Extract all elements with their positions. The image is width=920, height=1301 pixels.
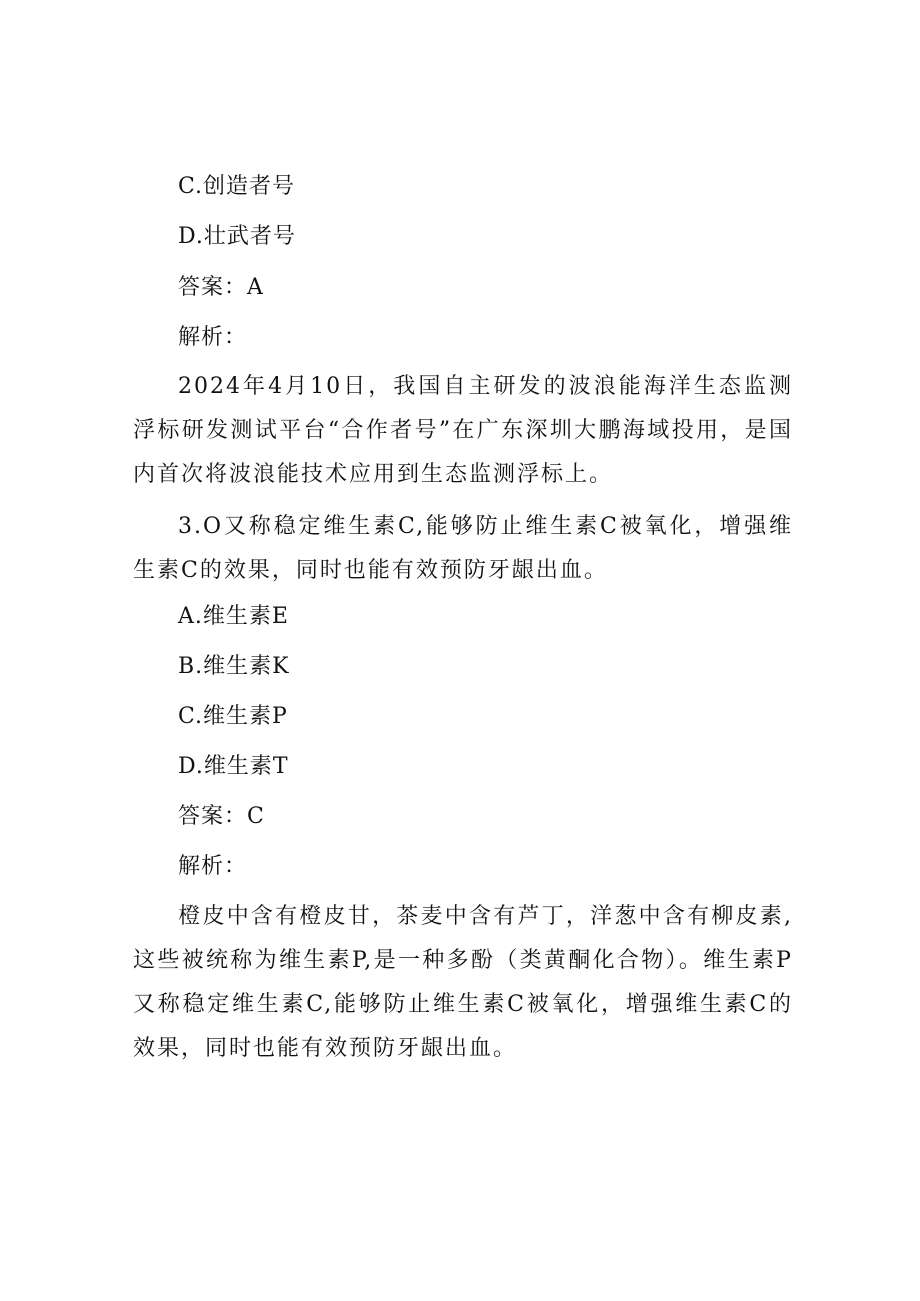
q3-option-a: A.维生素E (178, 604, 289, 629)
q2-option-d: D.壮武者号 (178, 224, 296, 249)
q2-analysis-body: 2024年4月10日，我国自主研发的波浪能海洋生态监测浮标研发测试平台“合作者号”在广东深圳大鹏海域投用，是国内首次将波浪能技术应用到生态监测浮标上。 (133, 374, 793, 487)
q3-analysis-body: 橙皮中含有橙皮甘，茶麦中含有芦丁，洋葱中含有柳皮素,这些被统称为维生素P,是一种多酚（类黄酮化合物）。维生素P又称稳定维生素C,能够防止维生素C被氧化，增强维生素C的效果，同时也能有效预防牙龈出血。 (133, 904, 793, 1061)
q3-question-body: 3.O又称稳定维生素C,能够防止维生素C被氧化，增强维生素C的效果，同时也能有效预防牙龈出血。 (133, 514, 793, 583)
q3-option-b: B.维生素K (178, 654, 290, 679)
q2-answer: 答案：A (178, 275, 264, 300)
q3-answer: 答案：C (178, 804, 265, 829)
q3-analysis-text (133, 895, 793, 1071)
q2-analysis-label: 解析： (178, 325, 248, 350)
q3-analysis-label: 解析： (178, 854, 248, 879)
q3-question (133, 505, 793, 593)
q3-option-c: C.维生素P (178, 704, 288, 729)
q2-analysis-text (133, 365, 793, 497)
q2-option-c: C.创造者号 (178, 174, 296, 199)
q3-option-d: D.维生素T (178, 754, 289, 779)
